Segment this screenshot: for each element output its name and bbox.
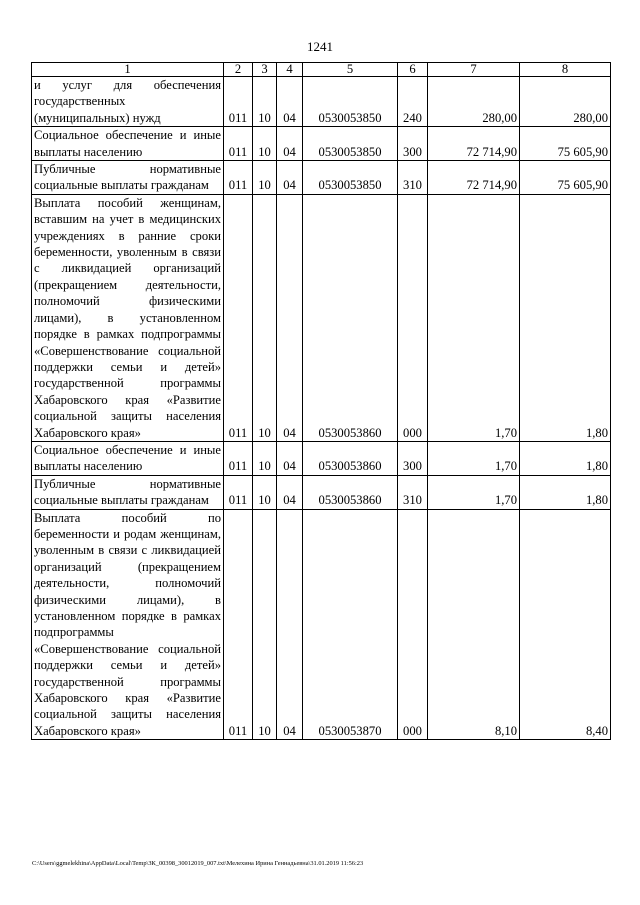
row-amount-year1: 1,70 — [428, 194, 520, 441]
row-expense-type: 240 — [398, 77, 428, 127]
row-admin-code: 011 — [224, 194, 253, 441]
header-cell: 8 — [520, 63, 611, 77]
row-name-cell — [32, 441, 224, 475]
row-amount-year1: 1,70 — [428, 475, 520, 509]
row-amount-year2: 8,40 — [520, 509, 611, 740]
table-header-row — [32, 63, 611, 77]
row-name-cell — [32, 194, 224, 441]
header-cell: 4 — [277, 63, 303, 77]
header-cell: 7 — [428, 63, 520, 77]
file-path-footer: C:\Users\ggmelekhina\AppData\Local\Temp\ЗК_00398_30012019_007.txt\Мелехина Ирина Геннадьевна\31.01.2019 11:56:23 — [32, 860, 364, 867]
row-subsection: 04 — [277, 77, 303, 127]
page-number: 1241 — [307, 39, 333, 54]
row-target-article: 0530053860 — [303, 441, 398, 475]
table-row — [32, 509, 611, 740]
row-target-article: 0530053860 — [303, 194, 398, 441]
row-name: Публичные нормативные социальные выплаты гражданам — [34, 476, 221, 508]
row-admin-code: 011 — [224, 77, 253, 127]
header-cell: 5 — [303, 63, 398, 77]
row-expense-type: 310 — [398, 161, 428, 195]
row-section: 10 — [253, 441, 277, 475]
row-name-cell — [32, 77, 224, 127]
row-amount-year1: 8,10 — [428, 509, 520, 740]
row-admin-code: 011 — [224, 441, 253, 475]
row-amount-year1: 72 714,90 — [428, 161, 520, 195]
row-name: и услуг для обеспечения государственных (муниципальных) нужд — [34, 78, 221, 125]
row-section: 10 — [253, 509, 277, 740]
row-name-cell — [32, 509, 224, 740]
row-name-cell — [32, 127, 224, 161]
row-subsection: 04 — [277, 194, 303, 441]
row-admin-code: 011 — [224, 161, 253, 195]
header-cell: 2 — [224, 63, 253, 77]
row-section: 10 — [253, 161, 277, 195]
row-amount-year2: 75 605,90 — [520, 161, 611, 195]
budget-table — [31, 62, 611, 740]
table-row — [32, 441, 611, 475]
header-cell: 1 — [32, 63, 224, 77]
table-row — [32, 127, 611, 161]
row-amount-year2: 1,80 — [520, 475, 611, 509]
row-name-cell — [32, 161, 224, 195]
row-subsection: 04 — [277, 509, 303, 740]
row-admin-code: 011 — [224, 475, 253, 509]
row-section: 10 — [253, 194, 277, 441]
row-name-cell — [32, 475, 224, 509]
row-section: 10 — [253, 127, 277, 161]
table-row — [32, 475, 611, 509]
row-section: 10 — [253, 77, 277, 127]
row-amount-year2: 1,80 — [520, 441, 611, 475]
row-amount-year1: 72 714,90 — [428, 127, 520, 161]
row-subsection: 04 — [277, 441, 303, 475]
row-target-article: 0530053850 — [303, 161, 398, 195]
row-amount-year2: 75 605,90 — [520, 127, 611, 161]
row-target-article: 0530053870 — [303, 509, 398, 740]
row-amount-year1: 1,70 — [428, 441, 520, 475]
table-row — [32, 194, 611, 441]
row-target-article: 0530053850 — [303, 127, 398, 161]
row-subsection: 04 — [277, 127, 303, 161]
row-name: Социальное обеспечение и иные выплаты населению — [34, 128, 221, 159]
row-expense-type: 300 — [398, 441, 428, 475]
header-cell: 3 — [253, 63, 277, 77]
row-amount-year2: 280,00 — [520, 77, 611, 127]
row-expense-type: 300 — [398, 127, 428, 161]
row-amount-year1: 280,00 — [428, 77, 520, 127]
row-name: Выплата пособий по беременности и родам женщинам, уволенным в связи с ликвидацией организаций (прекращением деятельности, полномочий физическими лицами), в установленном порядке в рамках подпрограммы «Совершенствование социальной поддержки семьи и детей» государственной программы Хабаровского края «Развитие социальной защиты населения Хабаровского края» — [34, 510, 221, 738]
table-row — [32, 77, 611, 127]
row-expense-type: 310 — [398, 475, 428, 509]
header-cell: 6 — [398, 63, 428, 77]
table-row — [32, 161, 611, 195]
row-target-article: 0530053860 — [303, 475, 398, 509]
row-expense-type: 000 — [398, 194, 428, 441]
row-expense-type: 000 — [398, 509, 428, 740]
row-name: Выплата пособий женщинам, вставшим на учет в медицинских учреждениях в ранние сроки беременности, уволенным в связи с ликвидацией организаций (прекращением деятельности, полномочий физическими лицами), в установленном порядке в рамках подпрограммы «Совершенствование социальной поддержки семьи и детей» государственной программы Хабаровского края «Развитие социальной защиты населения Хабаровского края» — [34, 195, 221, 440]
row-name: Публичные нормативные социальные выплаты гражданам — [34, 162, 221, 193]
row-admin-code: 011 — [224, 127, 253, 161]
row-target-article: 0530053850 — [303, 77, 398, 127]
row-subsection: 04 — [277, 475, 303, 509]
row-subsection: 04 — [277, 161, 303, 195]
row-admin-code: 011 — [224, 509, 253, 740]
row-amount-year2: 1,80 — [520, 194, 611, 441]
row-name: Социальное обеспечение и иные выплаты населению — [34, 442, 221, 474]
row-section: 10 — [253, 475, 277, 509]
